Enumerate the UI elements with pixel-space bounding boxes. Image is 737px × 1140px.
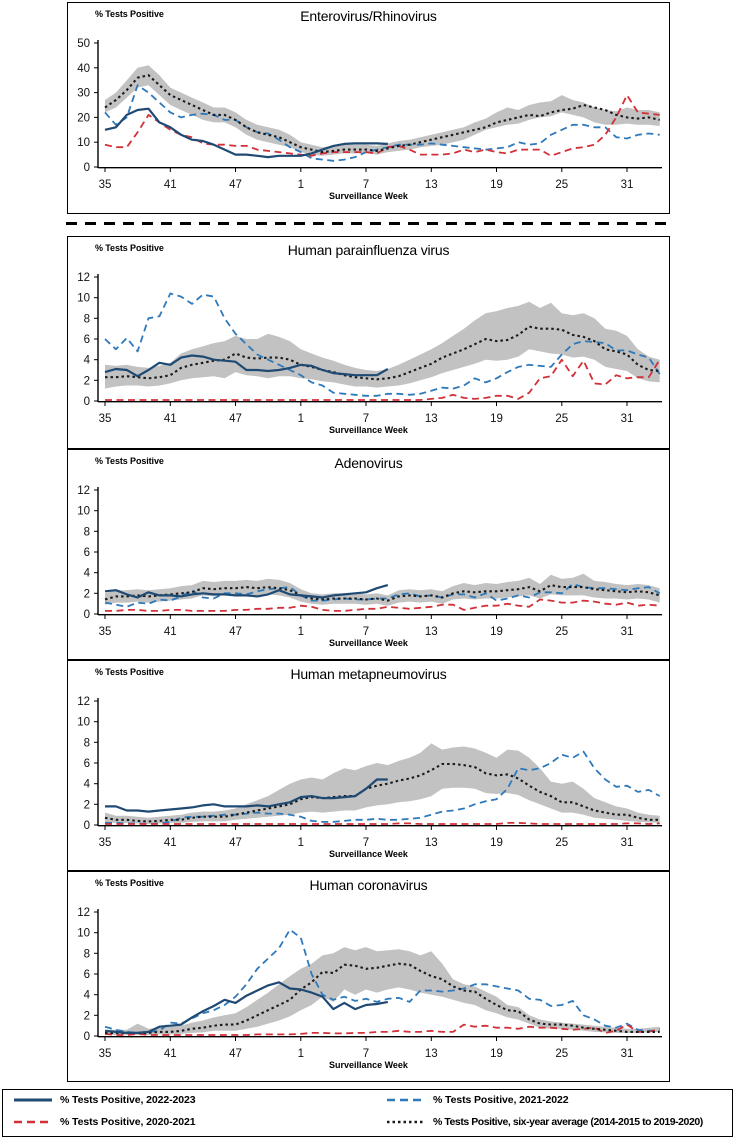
svg-text:8: 8 [83,948,90,961]
y-axis-title: % Tests Positive [95,667,164,677]
svg-text:2: 2 [83,375,90,388]
svg-text:13: 13 [424,837,438,849]
adenovirus-plot [68,450,668,661]
svg-text:2: 2 [83,588,90,601]
legend-label: % Tests Positive, 2020-2021 [60,1116,196,1128]
svg-text:13: 13 [424,1048,438,1060]
x-axis-title: Surveillance Week [329,849,408,859]
svg-text:41: 41 [163,413,177,425]
svg-text:25: 25 [555,837,569,849]
chart-box-adenovirus [67,449,670,660]
svg-text:4: 4 [83,567,90,580]
svg-text:1: 1 [297,626,305,638]
svg-text:35: 35 [98,413,112,425]
svg-text:2: 2 [83,1010,90,1023]
svg-text:25: 25 [555,179,569,191]
svg-text:10: 10 [77,505,90,518]
x-axis-title: Surveillance Week [329,191,408,201]
svg-text:1: 1 [297,413,305,425]
chart-title-adenovirus: Adenovirus [334,455,403,471]
svg-text:8: 8 [83,313,90,326]
svg-text:12: 12 [77,907,90,919]
svg-text:6: 6 [83,969,90,981]
svg-text:19: 19 [490,626,503,638]
chart-box-parainfluenza [67,236,670,449]
svg-text:25: 25 [555,626,569,638]
legend [2,1089,733,1137]
svg-text:8: 8 [83,737,90,750]
parainfluenza-plot [68,237,668,448]
svg-text:41: 41 [163,837,177,849]
chart-title-coronavirus: Human coronavirus [309,877,428,893]
svg-text:10: 10 [77,292,90,305]
svg-text:35: 35 [98,837,112,849]
svg-text:35: 35 [98,1048,112,1060]
svg-text:10: 10 [77,137,90,150]
legend-item-2022-2023 [13,1094,195,1106]
svg-text:31: 31 [620,626,634,638]
legend-item-2021-2022 [386,1094,568,1106]
svg-text:12: 12 [77,696,90,708]
svg-text:47: 47 [229,179,242,191]
dotted-line-swatch-icon [386,1118,426,1126]
svg-text:12: 12 [77,485,90,497]
chart-box-metapneumovirus [67,660,670,871]
svg-text:20: 20 [77,112,90,125]
x-axis-title: Surveillance Week [329,1060,408,1070]
svg-text:0: 0 [83,162,90,174]
svg-text:47: 47 [229,626,242,638]
svg-text:31: 31 [620,413,634,425]
svg-text:7: 7 [362,1048,370,1060]
dashed-line-swatch-icon [386,1096,426,1104]
svg-text:4: 4 [83,778,90,791]
svg-text:41: 41 [163,1048,177,1060]
svg-text:41: 41 [163,179,177,191]
svg-text:19: 19 [490,413,503,425]
x-axis-title: Surveillance Week [329,425,408,435]
svg-text:41: 41 [163,626,177,638]
svg-text:40: 40 [77,62,90,75]
chart-title-parainfluenza: Human parainfluenza virus [287,242,450,258]
chart-box-enterovirus-rhinovirus [67,2,670,214]
svg-text:0: 0 [83,396,90,408]
svg-text:19: 19 [490,1048,503,1060]
svg-text:2: 2 [83,799,90,812]
svg-text:47: 47 [229,413,242,425]
svg-text:8: 8 [83,526,90,539]
svg-text:25: 25 [555,413,569,425]
svg-text:31: 31 [620,837,634,849]
svg-text:31: 31 [620,1048,634,1060]
svg-text:0: 0 [83,1031,90,1043]
svg-text:0: 0 [83,609,90,621]
svg-text:13: 13 [424,626,438,638]
dashed-line-swatch-icon [13,1118,53,1126]
svg-text:13: 13 [424,413,438,425]
enterovirus-rhinovirus-plot [68,3,668,214]
svg-text:6: 6 [83,547,90,559]
y-axis-title: % Tests Positive [95,456,164,466]
svg-text:1: 1 [297,179,305,191]
chart-title-enterovirus-rhinovirus: Enterovirus/Rhinovirus [300,8,437,24]
svg-text:7: 7 [362,626,370,638]
dashed-section-divider [66,222,670,225]
svg-text:6: 6 [83,758,90,770]
solid-line-swatch-icon [13,1096,53,1104]
svg-text:6: 6 [83,334,90,346]
legend-label: % Tests Positive, six-year average (2014-2015 to 2019-2020) [433,1116,703,1128]
svg-text:13: 13 [424,179,438,191]
y-axis-title: % Tests Positive [95,243,164,253]
svg-text:1: 1 [297,837,305,849]
svg-text:31: 31 [620,179,634,191]
y-axis-title: % Tests Positive [95,9,164,19]
legend-item-six-year-average [386,1116,703,1128]
legend-label: % Tests Positive, 2021-2022 [433,1094,569,1106]
svg-text:0: 0 [83,820,90,832]
svg-text:35: 35 [98,179,112,191]
svg-text:10: 10 [77,716,90,729]
coronavirus-plot [68,872,668,1083]
svg-text:19: 19 [490,837,503,849]
svg-text:12: 12 [77,272,90,284]
svg-text:7: 7 [362,837,370,849]
y-axis-title: % Tests Positive [95,878,164,888]
chart-title-metapneumovirus: Human metapneumovirus [290,666,447,682]
svg-text:47: 47 [229,837,242,849]
svg-text:47: 47 [229,1048,242,1060]
svg-text:10: 10 [77,927,90,940]
svg-text:30: 30 [77,87,90,100]
svg-text:7: 7 [362,413,370,425]
svg-text:4: 4 [83,989,90,1002]
metapneumovirus-plot [68,661,668,872]
svg-text:50: 50 [77,38,90,50]
svg-text:35: 35 [98,626,112,638]
svg-text:19: 19 [490,179,503,191]
svg-text:7: 7 [362,179,370,191]
chart-box-coronavirus [67,871,670,1082]
svg-text:4: 4 [83,354,90,367]
legend-item-2020-2021 [13,1116,195,1128]
legend-label: % Tests Positive, 2022-2023 [60,1094,196,1106]
svg-text:1: 1 [297,1048,305,1060]
x-axis-title: Surveillance Week [329,638,408,648]
svg-text:25: 25 [555,1048,569,1060]
